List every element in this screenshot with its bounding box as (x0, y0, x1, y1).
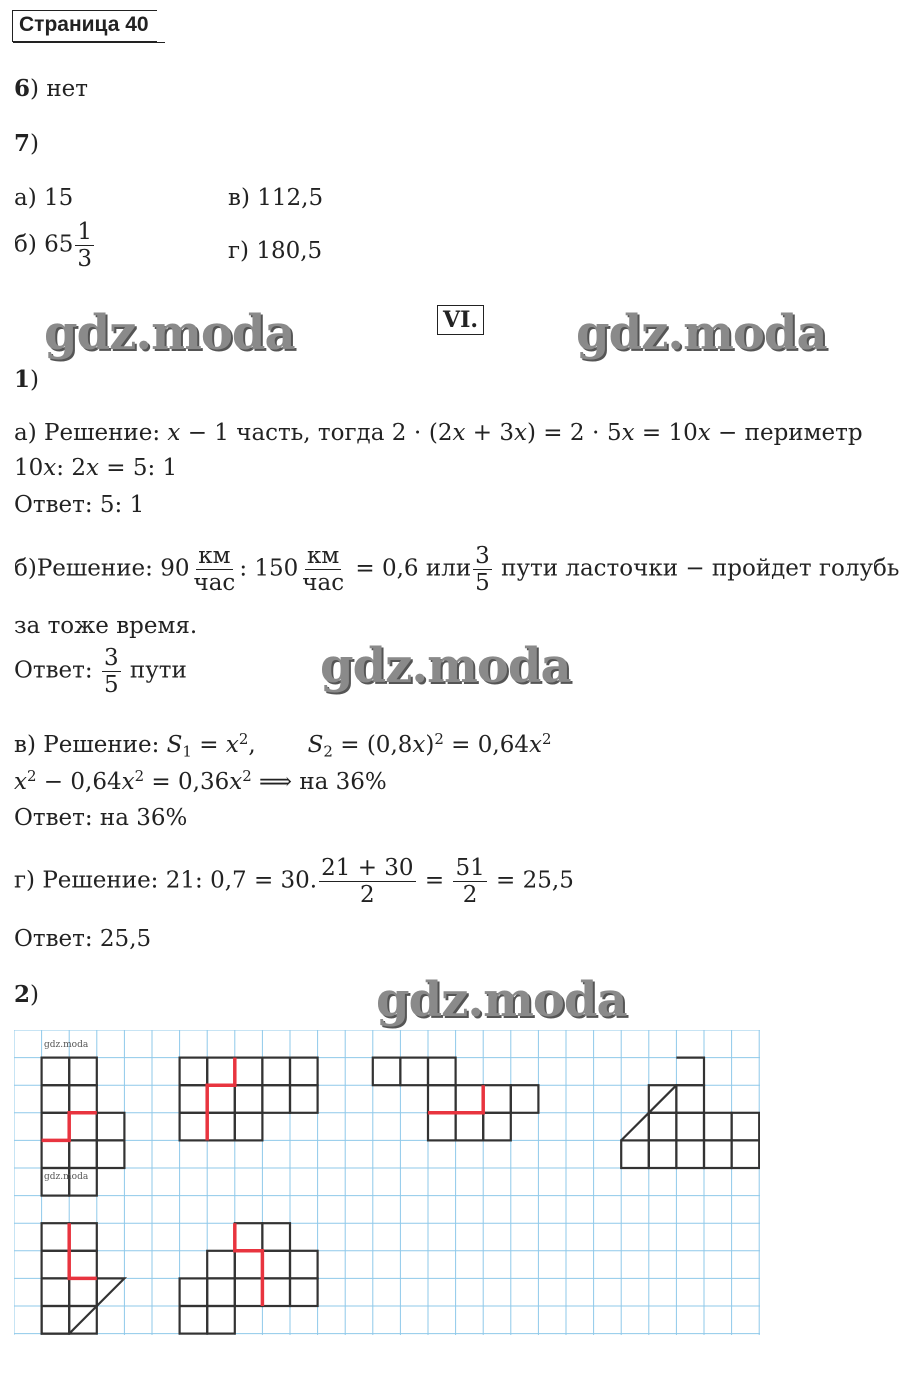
figure-cell (262, 1251, 290, 1279)
fraction: $\frac{3}{5}$ (475, 543, 490, 597)
q6-number: 6 (14, 75, 31, 102)
p1-b-line1: б)Решение: 90 $\frac{км}{\text{час}}$ : 150 $\frac{км}{\text{час}}$ = 0,6 или $\frac{3}{5}$ пути ласточки − пройдет голубь (14, 543, 900, 597)
figure-cell (207, 1306, 235, 1334)
figure-cell (428, 1085, 456, 1113)
figure-cell (69, 1113, 97, 1141)
figure-cell (262, 1085, 290, 1113)
figure-cell (428, 1113, 456, 1141)
p1-v-answer: Ответ: на 36% (14, 805, 188, 831)
figure-cell (207, 1058, 235, 1086)
figure-cell (180, 1278, 208, 1306)
figure-cell (676, 1140, 704, 1168)
figure-cell (732, 1140, 760, 1168)
fraction: $\frac{1}{3}$ (77, 219, 93, 273)
figure-cell (69, 1223, 97, 1251)
figure-cell (180, 1113, 208, 1141)
figure-triangle (621, 1113, 649, 1141)
section-label: VI. (437, 305, 484, 335)
figure-triangle (676, 1058, 704, 1086)
figure-cell (180, 1058, 208, 1086)
p1-a-line1: а) Решение: x − 1 часть, тогда 2 ⋅ (2x + 3x) = 2 ⋅ 5x = 10x − периметр (14, 420, 863, 446)
grid-figure (14, 1030, 760, 1335)
figure-cell (69, 1085, 97, 1113)
figure-cell (456, 1113, 484, 1141)
p1-v-line2: $x^2 - 0,64x^2 = 0,36x^2$ ⟹ на 36% (14, 766, 387, 795)
figure-cell (511, 1085, 539, 1113)
figure-cell (262, 1223, 290, 1251)
q6-answer: нет (46, 76, 88, 102)
figure-cell (262, 1278, 290, 1306)
figure-cell (649, 1140, 677, 1168)
figure-cell (400, 1058, 428, 1086)
watermark: gdz.moda (44, 305, 295, 361)
q6-line: 6) нет (14, 75, 88, 102)
q7-v: в) 112,5 (228, 185, 324, 211)
figure-cell (69, 1058, 97, 1086)
watermark: gdz.moda (376, 972, 627, 1028)
p1-a-answer: Ответ: 5: 1 (14, 492, 145, 518)
figure-cell (235, 1113, 263, 1141)
figure-cell (180, 1306, 208, 1334)
figure-cell (42, 1140, 70, 1168)
figure-cell (704, 1113, 732, 1141)
figure-cell (235, 1278, 263, 1306)
figure-cell (69, 1251, 97, 1279)
watermark-small: gdz.moda (44, 1040, 89, 1050)
figure-cell (180, 1085, 208, 1113)
figure-cell (428, 1058, 456, 1086)
p1-g-answer: Ответ: 25,5 (14, 926, 152, 952)
figure-triangle (97, 1278, 125, 1306)
figure-cell (42, 1085, 70, 1113)
figure-cell (621, 1140, 649, 1168)
figure-cell (235, 1085, 263, 1113)
figure-cell (262, 1058, 290, 1086)
figure-cell (42, 1223, 70, 1251)
figure-cell (676, 1085, 704, 1113)
figure-cell (235, 1223, 263, 1251)
q7-a: а) 15 (14, 185, 74, 211)
watermark-small: gdz.moda (44, 1172, 89, 1182)
figure-cell (235, 1058, 263, 1086)
p1-v-line1: в) Решение: $S_1 = x^2$, $S_2 = (0,8x)^2 = 0,64x^2$ (14, 729, 552, 761)
figure-cell (42, 1278, 70, 1306)
q7-heading: 7) (14, 130, 39, 157)
figure-cell (676, 1113, 704, 1141)
figure-cell (373, 1058, 401, 1086)
p2-heading: 2) (14, 981, 39, 1008)
cut-line (42, 1113, 97, 1141)
cut-line (207, 1058, 235, 1141)
figure-cell (97, 1140, 125, 1168)
fraction: $\frac{км}{\text{час}}$ (193, 543, 236, 597)
fraction: $\frac{51}{2}$ (455, 855, 485, 909)
figure-cell (290, 1251, 318, 1279)
figure-cell (483, 1113, 511, 1141)
fraction: $\frac{км}{\text{час}}$ (302, 543, 345, 597)
p1-b-answer: Ответ: $\frac{3}{5}$ пути (14, 645, 187, 699)
figure-triangle (649, 1085, 677, 1113)
figure-cell (42, 1306, 70, 1334)
p1-b-line2: за тоже время. (14, 613, 198, 639)
figure-cell (704, 1140, 732, 1168)
figure-cell (207, 1278, 235, 1306)
p1-g-line1: г) Решение: 21: 0,7 = 30. $\frac{21 + 30}{2}$ = $\frac{51}{2}$ = 25,5 (14, 855, 574, 909)
figure-cell (235, 1251, 263, 1279)
figure-cell (290, 1085, 318, 1113)
figure-cell (456, 1085, 484, 1113)
fraction: $\frac{3}{5}$ (103, 645, 119, 699)
grid-lines (14, 1030, 760, 1335)
figure-cell (483, 1085, 511, 1113)
figure-cell (42, 1251, 70, 1279)
figure-cell (69, 1140, 97, 1168)
fraction: $\frac{21 + 30}{2}$ (321, 855, 414, 909)
watermark: gdz.moda (320, 638, 571, 694)
page-label: Страница 40 (12, 10, 157, 42)
figure-cell (97, 1113, 125, 1141)
figure-cell (207, 1251, 235, 1279)
p1-heading: 1) (14, 366, 39, 393)
figure-cell (732, 1113, 760, 1141)
figure-cell (42, 1113, 70, 1141)
watermark: gdz.moda (576, 305, 827, 361)
figure-cell (290, 1278, 318, 1306)
q7-g: г) 180,5 (228, 238, 323, 264)
figure-cell (649, 1113, 677, 1141)
figure-cell (290, 1058, 318, 1086)
q7-b: б) 65 $\frac{1}{3}$ (14, 219, 93, 273)
figure-cell (207, 1113, 235, 1141)
p1-a-line2: 10x: 2x = 5: 1 (14, 455, 178, 481)
figure-cell (42, 1058, 70, 1086)
cut-line (235, 1223, 263, 1306)
figure-cell (207, 1085, 235, 1113)
figure-cell (69, 1278, 97, 1306)
